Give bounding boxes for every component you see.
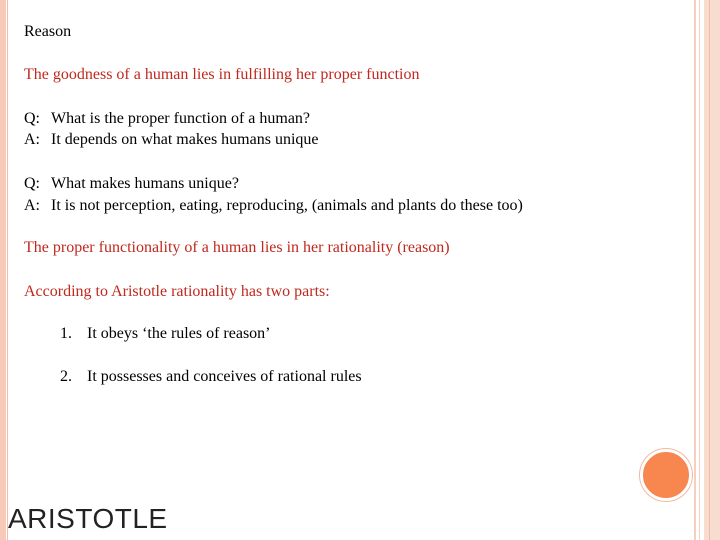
answer-2 bbox=[24, 196, 523, 216]
answer-1 bbox=[24, 130, 319, 150]
list-number: 2. bbox=[60, 368, 72, 385]
question-text: What makes humans unique? bbox=[51, 175, 239, 192]
question-tag: Q: bbox=[24, 110, 40, 127]
list-number: 1. bbox=[60, 325, 72, 342]
right-border-stripe bbox=[709, 0, 710, 540]
answer-tag: A: bbox=[24, 131, 40, 148]
footer-title: ARISTOTLE bbox=[8, 503, 168, 534]
right-border-band bbox=[704, 0, 720, 540]
left-border-line bbox=[7, 0, 8, 540]
answer-text: It depends on what makes humans unique bbox=[51, 131, 319, 148]
list-text: It obeys ‘the rules of reason’ bbox=[87, 325, 271, 342]
answer-text: It is not perception, eating, reproducing, (animals and plants do these too) bbox=[51, 197, 523, 214]
question-tag: Q: bbox=[24, 175, 40, 192]
question-1 bbox=[24, 109, 310, 129]
question-2 bbox=[24, 174, 239, 194]
claim-text: The goodness of a human lies in fulfilling her proper function bbox=[24, 66, 420, 83]
list-item bbox=[60, 367, 362, 387]
slide-heading: Reason bbox=[24, 23, 72, 40]
question-text: What is the proper function of a human? bbox=[51, 110, 311, 127]
list-item bbox=[60, 324, 271, 344]
right-border-stripe bbox=[699, 0, 700, 540]
list-text: It possesses and conceives of rational rules bbox=[87, 368, 362, 385]
right-border-stripe bbox=[694, 0, 696, 540]
left-border-decoration bbox=[0, 0, 6, 540]
conclusion-text: The proper functionality of a human lies in her rationality (reason) bbox=[24, 239, 450, 256]
answer-tag: A: bbox=[24, 197, 40, 214]
decorative-circle bbox=[640, 449, 692, 501]
aristotle-intro: According to Aristotle rationality has two parts: bbox=[24, 283, 330, 300]
